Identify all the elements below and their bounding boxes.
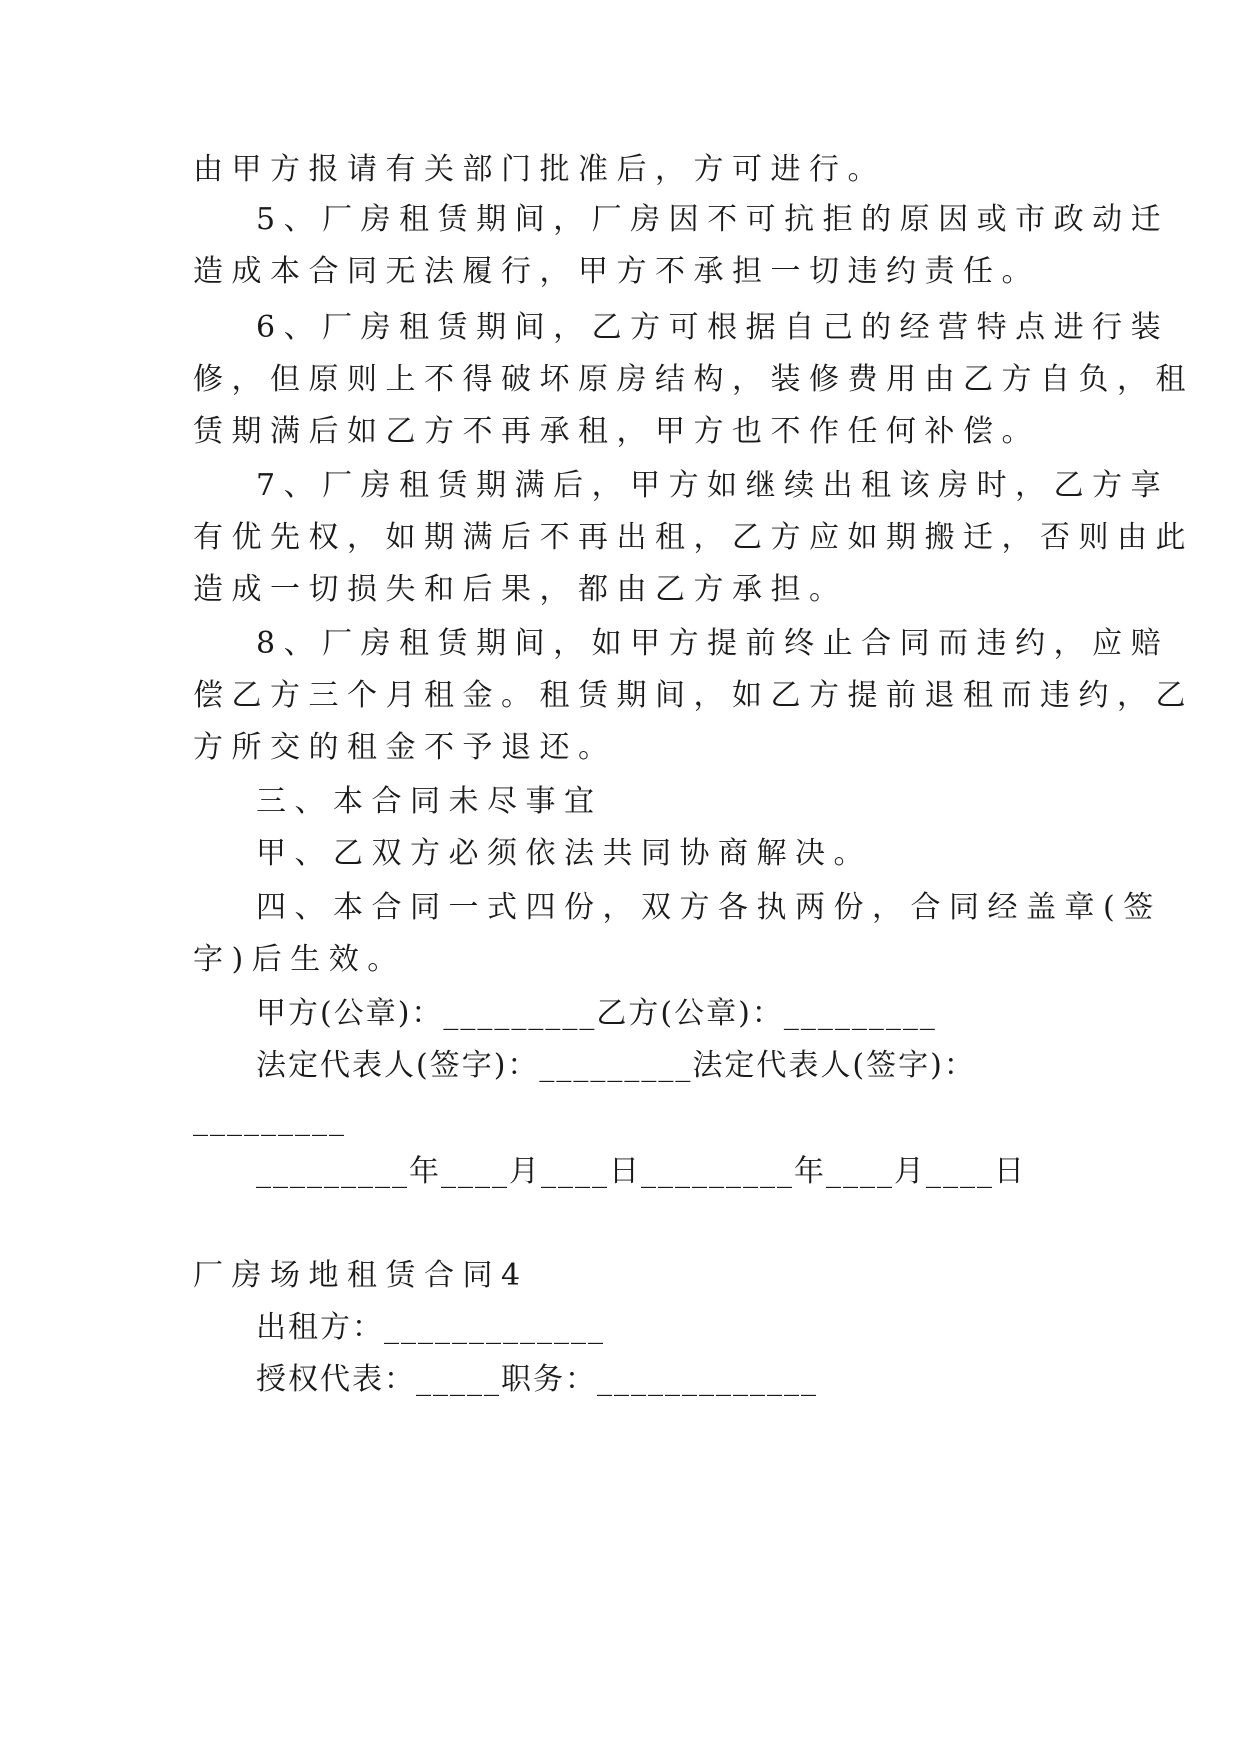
clause-6-line: 6、厂房租赁期间，乙方可根据自己的经营特点进行装	[256, 310, 1170, 345]
legal-representative-line: 法定代表人(签字)：_________法定代表人(签字)：	[256, 1048, 976, 1083]
paragraph-line: 字)后生效。	[193, 942, 406, 977]
paragraph-line: 造成一切损失和后果，都由乙方承担。	[193, 572, 848, 607]
company-seal-line: 甲方(公章)：_________乙方(公章)：_________	[256, 996, 937, 1031]
section-3-heading: 三、本合同未尽事宜	[256, 784, 603, 819]
paragraph-line: 赁期满后如乙方不再承租，甲方也不作任何补偿。	[193, 414, 1040, 449]
paragraph-line: 修，但原则上不得破坏原房结构，装修费用由乙方自负，租	[193, 362, 1194, 397]
clause-7-line: 7、厂房租赁期满后，甲方如继续出租该房时，乙方享	[256, 468, 1170, 503]
date-line: _________年____月____日_________年____月____日	[256, 1154, 1026, 1189]
paragraph-line: 造成本合同无法履行，甲方不承担一切违约责任。	[193, 254, 1040, 289]
paragraph-line: 偿乙方三个月租金。租赁期间，如乙方提前退租而违约，乙	[193, 678, 1194, 713]
clause-8-line: 8、厂房租赁期间，如甲方提前终止合同而违约，应赔	[256, 626, 1170, 661]
clause-5-line: 5、厂房租赁期间，厂房因不可抗拒的原因或市政动迁	[256, 202, 1170, 237]
paragraph-line: 由甲方报请有关部门批准后，方可进行。	[193, 152, 886, 187]
authorized-representative-line: 授权代表：_____职务：_____________	[256, 1362, 818, 1397]
paragraph-line: 方所交的租金不予退还。	[193, 730, 617, 765]
lessor-line: 出租方：_____________	[256, 1310, 605, 1345]
contract-title: 厂房场地租赁合同4	[193, 1258, 529, 1293]
signature-blank: _________	[193, 1102, 346, 1137]
section-4-line: 四、本合同一式四份，双方各执两份，合同经盖章(签	[256, 890, 1162, 925]
paragraph-line: 甲、乙双方必须依法共同协商解决。	[256, 836, 872, 871]
paragraph-line: 有优先权，如期满后不再出租，乙方应如期搬迁，否则由此	[193, 520, 1194, 555]
